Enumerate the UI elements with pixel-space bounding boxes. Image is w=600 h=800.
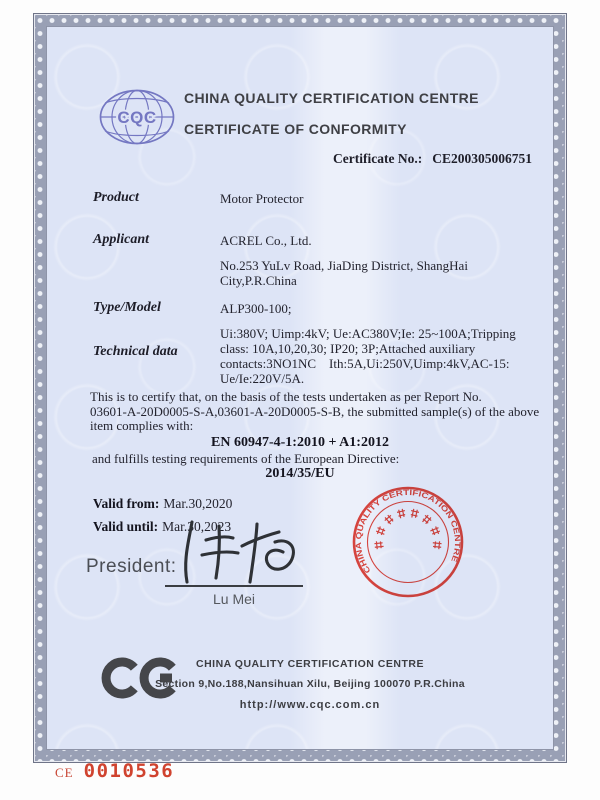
applicant-address-line: City,P.R.China [220,273,297,288]
president-label: President: [86,556,177,577]
technical-data-value [220,326,516,386]
technical-data-label: Technical data [93,344,178,359]
footer-org-name: CHINA QUALITY CERTIFICATION CENTRE [196,658,424,670]
stamp-cjk-glyphs [374,508,442,549]
cqc-logo-text: CQC [117,108,157,127]
type-model-value: ALP300-100; [220,301,292,316]
valid-from-label: Valid from: [93,496,160,511]
directive-reference: 2014/35/EU [265,466,335,481]
standard-reference: EN 60947-4-1:2010 + A1:2012 [211,435,389,450]
technical-data-line: class: 10A,10,20,30; IP20; 3P;Attached auxiliary [220,341,476,356]
product-label: Product [93,190,139,205]
doc-title: CERTIFICATE OF CONFORMITY [184,121,407,137]
cqc-red-stamp [350,484,466,600]
certification-statement [90,390,539,434]
type-model-label: Type/Model [93,300,161,315]
applicant-address [220,258,468,288]
stamp-ring-text: CHINA QUALITY CERTIFICATION CENTRE [353,487,463,576]
applicant-address-line: No.253 YuLv Road, JiaDing District, ShangHai [220,258,468,273]
valid-from-row [93,495,232,513]
cqc-logo-icon [98,88,176,146]
footer-address: Section 9,No.188,Nansihuan Xilu, Beijing 100070 P.R.China [155,678,465,690]
certificate-number-label: Certificate No.: [333,151,423,166]
footer-website: http://www.cqc.com.cn [239,699,381,711]
directive-intro: and fulfills testing requirements of the European Directive: [92,451,400,466]
certificate-number-row [333,151,532,167]
technical-data-line: contacts:3NO1NC Ith:5A,Ui:250V,Uimp:4kV,AC-15: [220,356,510,371]
certificate-number-value: CE200305006751 [432,151,532,166]
applicant-value: ACREL Co., Ltd. [220,233,312,248]
valid-until-value: Mar.30,2023 [162,519,232,534]
technical-data-line: Ui:380V; Uimp:4kV; Ue:AC380V;Ie: 25~100A;Tripping [220,326,516,341]
technical-data-line: Ue/Ie:220V/5A. [220,371,305,386]
serial-number-row [55,762,174,781]
president-signature [162,516,312,588]
statement-line: This is to certify that, on the basis of the tests undertaken as per Report No. [90,389,482,404]
serial-number: 0010536 [83,760,175,782]
serial-prefix: CE [55,765,74,780]
statement-line: 03601-A-20D0005-S-A,03601-A-20D0005-S-B, the submitted sample(s) of the above [90,403,540,419]
signer-name: Lu Mei [212,591,256,607]
org-title: CHINA QUALITY CERTIFICATION CENTRE [184,90,479,106]
signature-line [165,585,303,587]
applicant-label: Applicant [93,232,150,247]
valid-from-value: Mar.30,2020 [163,496,233,511]
valid-until-label: Valid until: [93,519,159,534]
statement-line: item complies with: [90,418,194,433]
product-value: Motor Protector [220,191,304,206]
